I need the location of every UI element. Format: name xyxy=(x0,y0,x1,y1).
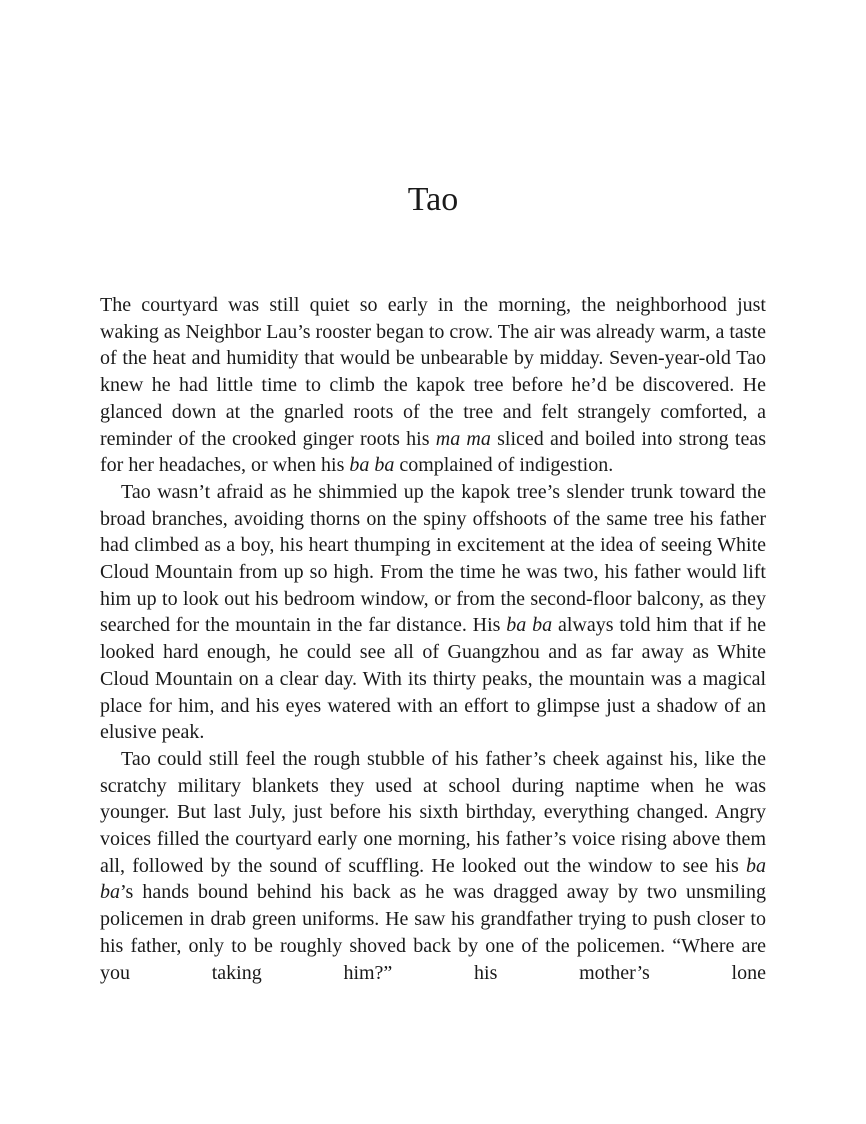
paragraph-text: ’s hands bound behind his back as he was dragged away by two unsmiling policemen in drab green uniforms. He saw his grandfather trying to push closer to his father, only to be roughly shoved back by one of the policemen. “Where are you taking him?” his mother’s lone xyxy=(100,881,766,984)
paragraph xyxy=(100,292,766,479)
italic-term: ba ba xyxy=(100,854,766,904)
italic-term: ba ba xyxy=(349,454,395,477)
italic-term: ba ba xyxy=(506,614,553,637)
chapter-title: Tao xyxy=(407,181,459,218)
paragraph xyxy=(100,746,766,986)
paragraph-text: always told him that if he looked hard enough, he could see all of Guangzhou and as far away as White Cloud Mountain on a clear day. With its thirty peaks, the mountain was a magical place for him, and his eyes watered with an effort to glimpse just a shadow of an elusive peak. xyxy=(100,614,767,744)
paragraph-text: Tao wasn’t afraid as he shimmied up the kapok tree’s slender trunk toward the broad branches, avoiding thorns on the spiny offshoots of the same tree his father had climbed as a boy, his heart thumping in excitement at the idea of seeing White Cloud Mountain from up so high. From the time he was two, his father would lift him up to look out his bedroom window, or from the second-floor balcony, as they searched for the mountain in the far distance. His xyxy=(100,480,766,637)
paragraph-text: complained of indigestion. xyxy=(394,454,614,477)
paragraph xyxy=(100,479,766,746)
paragraph-text: sliced and boiled into strong teas for her headaches, or when his xyxy=(100,427,766,477)
chapter-body xyxy=(100,292,766,986)
italic-term: ma ma xyxy=(435,427,491,450)
paragraph-text: Tao could still feel the rough stubble of his father’s cheek against his, like the scratchy military blankets they used at school during naptime when he was younger. But last July, just before his sixth birthday, everything changed. Angry voices filled the courtyard early one morning, his father’s voice rising above them all, followed by the sound of scuffling. He looked out the window to see his xyxy=(100,747,766,877)
paragraph-text: The courtyard was still quiet so early in the morning, the neighborhood just waking as Neighbor Lau’s rooster began to crow. The air was already warm, a taste of the heat and humidity that would be unbearable by midday. Seven-year-old Tao knew he had little time to climb the kapok tree before he’d be discovered. He glanced down at the gnarled roots of the tree and felt strangely comforted, a reminder of the crooked ginger roots his xyxy=(100,294,766,450)
